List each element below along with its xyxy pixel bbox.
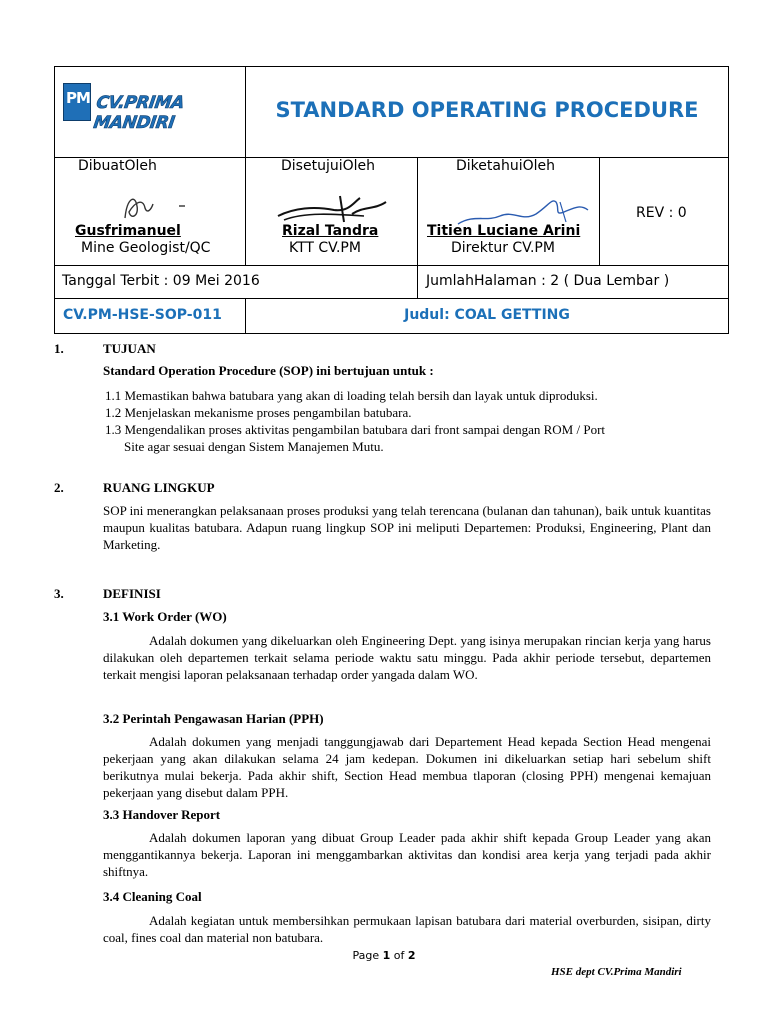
subsection-paragraph: Adalah dokumen yang dikeluarkan oleh Engineering Dept. yang isinya merupakan rincian kerja yang harus dilakukan oleh departemen terkait selama periode waktu satu minggu. Pada akhir periode tersebut, departemen terkait mengisi laporan pelaksanaan terhadap order yangada dalam WO. — [103, 633, 711, 682]
section-heading: DEFINISI — [103, 586, 161, 601]
page-prefix: Page — [352, 949, 383, 962]
title-cell — [245, 66, 729, 158]
section-intro: Standard Operation Procedure (SOP) ini bertujuan untuk : — [103, 363, 434, 378]
document-title: STANDARD OPERATING PROCEDURE — [275, 98, 699, 122]
approval-position: KTT CV.PM — [289, 240, 361, 256]
page-indicator — [0, 949, 768, 962]
section-number: 2. — [54, 480, 64, 495]
issue-date: Tanggal Terbit : 09 Mei 2016 — [62, 273, 260, 289]
revision-label: REV : 0 — [636, 205, 687, 221]
list-item: 1.2 Menjelaskan mekanisme proses pengambilan batubara. — [105, 405, 412, 420]
approval-position: Direktur CV.PM — [451, 240, 555, 256]
list-item: 1.1 Memastikan bahwa batubara yang akan di loading telah bersih dan layak untuk diproduksi. — [105, 388, 598, 403]
page-count-cell — [417, 265, 729, 299]
approval-role: DisetujuiOleh — [281, 158, 375, 174]
page-of: of — [390, 949, 408, 962]
list-item: 1.3 Mengendalikan proses aktivitas pengambilan batubara dari front sampai dengan ROM / Port — [105, 422, 606, 437]
issue-date-cell — [54, 265, 418, 299]
approval-name: Titien Luciane Arini — [427, 223, 581, 239]
page-total: 2 — [407, 949, 416, 962]
subsection-heading: 3.3 Handover Report — [103, 807, 221, 822]
logo-mark: PM — [66, 89, 90, 107]
company-logo-icon — [63, 83, 91, 121]
subsection-paragraph: Adalah dokumen laporan yang dibuat Group Leader pada akhir shift kepada Group Leader yang akan menggantikannya bekerja. Laporan ini menggambarkan aktivitas dan kondisi area kerja yang terjadi pada akhir shiftnya. — [103, 830, 711, 879]
subsection-heading: 3.2 Perintah Pengawasan Harian (PPH) — [103, 711, 324, 726]
approval-name: Rizal Tandra — [282, 223, 379, 239]
page-number: 1 — [382, 949, 391, 962]
section-heading: TUJUAN — [103, 341, 156, 356]
approval-role: DibuatOleh — [78, 158, 157, 174]
section-paragraph: SOP ini menerangkan pelaksanaan proses produksi yang telah terencana (bulanan dan tahunan), baik untuk kuantitas maupun kualitas batubara. Adapun ruang lingkup SOP ini meliputi Departemen: Produksi, Engineering, Plant dan Marketing. — [103, 503, 711, 552]
approval-role: DiketahuiOleh — [456, 158, 555, 174]
approval-name: Gusfrimanuel — [75, 223, 181, 239]
doc-title-cell — [245, 298, 729, 334]
document-subject: Judul: COAL GETTING — [404, 307, 570, 323]
subsection-heading: 3.4 Cleaning Coal — [103, 889, 202, 904]
subsection-heading: 3.1 Work Order (WO) — [103, 609, 227, 624]
approval-cell-author — [54, 157, 246, 266]
section-number: 3. — [54, 586, 64, 601]
approval-position: Mine Geologist/QC — [81, 240, 211, 256]
company-brand: CV.PRIMA MANDIRI — [92, 93, 186, 133]
footer-department: HSE dept CV.Prima Mandiri — [551, 966, 682, 978]
subsection-paragraph: Adalah kegiatan untuk membersihkan permukaan lapisan batubara dari material overburden, sisipan, dirty coal, fines coal dan material non batubara. — [103, 913, 711, 945]
revision-cell — [599, 157, 729, 266]
section-number: 1. — [54, 341, 64, 356]
approval-cell-approver — [245, 157, 418, 266]
signature-icon — [117, 188, 197, 228]
signature-icon — [456, 194, 596, 234]
approval-cell-acknowledger — [417, 157, 600, 266]
page-count: JumlahHalaman : 2 ( Dua Lembar ) — [426, 273, 670, 289]
sop-header-table — [54, 66, 729, 334]
subsection-paragraph: Adalah dokumen yang menjadi tanggungjawab dari Departement Head kepada Section Head mengenai pekerjaan yang akan dilakukan selama 24 jam kedepan. Dokumen ini dikeluarkan setiap hari sebelum shift berikutnya mulai bekerja. Pada akhir shift, Section Head membua tlaporan (closing PPH) mengenai kemajuan pekerjaan yang disebut dalam PPH. — [103, 734, 711, 800]
logo-cell — [54, 66, 246, 158]
section-heading: RUANG LINGKUP — [103, 480, 215, 495]
signature-icon — [274, 192, 394, 232]
document-code: CV.PM-HSE-SOP-011 — [63, 307, 222, 323]
list-item-continued: Site agar sesuai dengan Sistem Manajemen Mutu. — [124, 439, 384, 454]
doc-code-cell — [54, 298, 246, 334]
